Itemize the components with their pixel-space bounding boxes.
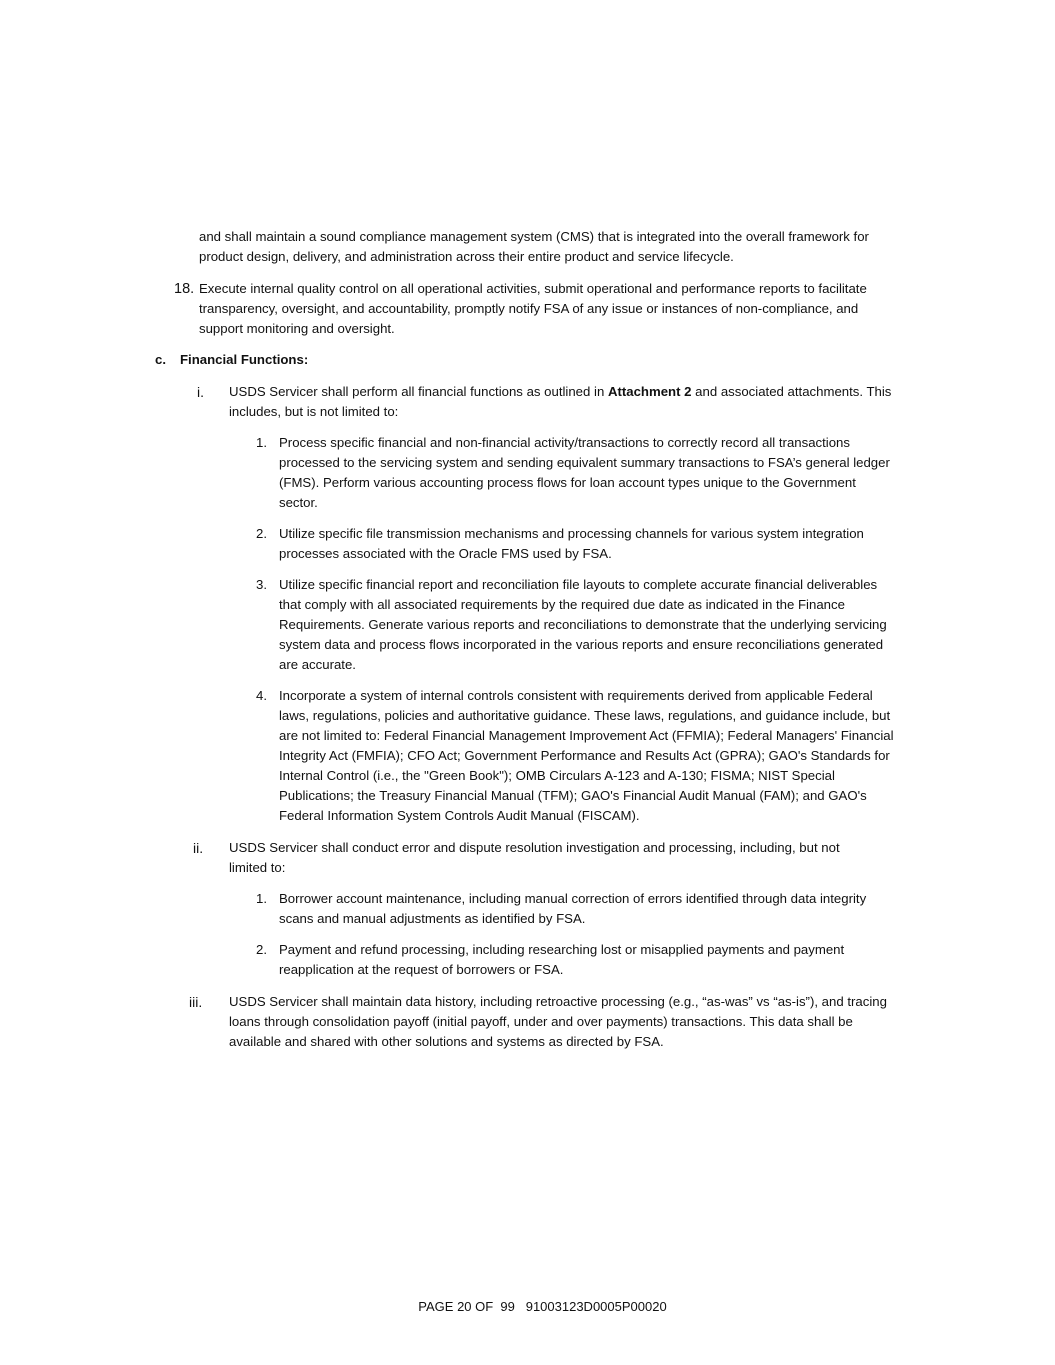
item-18-number: 18.: [174, 281, 195, 297]
section-c-letter: c.: [155, 352, 166, 367]
roman-iii-paragraph: USDS Servicer shall maintain data history, including retroactive processing (e.g., “as-was” vs “as-is”), and tracing loans through consolidation payoff (initial payoff, under and over payments) transactions. This data shall be available and shared with other solutions and systems as directed by FSA.: [229, 994, 887, 1049]
roman-i-text-before: USDS Servicer shall perform all financial functions as outlined in: [229, 384, 608, 399]
roman-ii-item-1-paragraph: Borrower account maintenance, including manual correction of errors identified through data integrity scans and manual adjustments as identified by FSA.: [279, 891, 867, 926]
roman-ii-numeral: ii.: [193, 840, 204, 856]
section-c-title: Financial Functions:: [180, 352, 309, 367]
roman-i-item-4-paragraph: Incorporate a system of internal controls consistent with requirements derived from applicable Federal laws, regulations, policies and authoritative guidance. These laws, regulations, and guidance include, but are not limited to: Federal Financial Management Improvement Act (FFMIA); Federal Managers' Financial Integrity Act (FMFIA); CFO Act; Government Performance and Results Act (GPRA); GAO's Standards for Internal Control (i.e., the "Green Book"); OMB Circulars A-123 and A-130; FISMA; NIST Special Publications; the Treasury Financial Manual (TFM); GAO's Financial Audit Manual (FAM); and GAO's Federal Information System Controls Audit Manual (FISCAM).: [279, 688, 894, 823]
attachment-2-reference: Attachment 2: [607, 384, 692, 399]
roman-i-paragraph: [229, 382, 899, 422]
roman-iii-numeral: iii.: [189, 994, 203, 1010]
roman-i-item-3-paragraph: Utilize specific financial report and reconciliation file layouts to complete accurate financial deliverables that comply with all associated requirements by the required due date as indicated in the Finance Requirements. Generate various reports and reconciliations to demonstrate that the underlying servicing system data and process flows incorporated in the various reports and ensure reconciliations generated are accurate.: [279, 577, 887, 672]
roman-i-item-2-number: 2.: [256, 526, 267, 541]
item-18-paragraph: Execute internal quality control on all operational activities, submit operational and performance reports to facilitate transparency, oversight, and accountability, promptly notify FSA of any issue or instances of non-compliance, and support monitoring and oversight.: [199, 281, 867, 336]
roman-i-item-2-paragraph: Utilize specific file transmission mechanisms and processing channels for various system integration processes associated with the Oracle FMS used by FSA.: [279, 526, 864, 561]
roman-i-numeral: i.: [197, 384, 204, 400]
roman-ii-item-2-number: 2.: [256, 942, 267, 957]
roman-i-text-after: and associated attachments. This includes, but is not limited to:: [229, 384, 892, 419]
roman-i-item-4-number: 4.: [256, 688, 267, 703]
continuation-paragraph: and shall maintain a sound compliance management system (CMS) that is integrated into the overall framework for product design, delivery, and administration across their entire product and service lifecycle.: [199, 229, 869, 264]
page-footer: PAGE 20 OF 99 91003123D0005P00020: [418, 1299, 667, 1314]
roman-ii-item-1-number: 1.: [256, 891, 267, 906]
roman-i-item-1-paragraph: Process specific financial and non-financial activity/transactions to correctly record all transactions processed to the servicing system and sending equivalent summary transactions to FSA’s general ledger (FMS). Perform various accounting process flows for loan account types unique to the Government sector.: [279, 435, 890, 510]
roman-i-item-1-number: 1.: [256, 435, 267, 450]
roman-ii-paragraph: USDS Servicer shall conduct error and dispute resolution investigation and processing, including, but not limited to:: [229, 840, 840, 875]
roman-i-item-3-number: 3.: [256, 577, 267, 592]
roman-ii-item-2-paragraph: Payment and refund processing, including researching lost or misapplied payments and payment reapplication at the request of borrowers or FSA.: [279, 942, 845, 977]
